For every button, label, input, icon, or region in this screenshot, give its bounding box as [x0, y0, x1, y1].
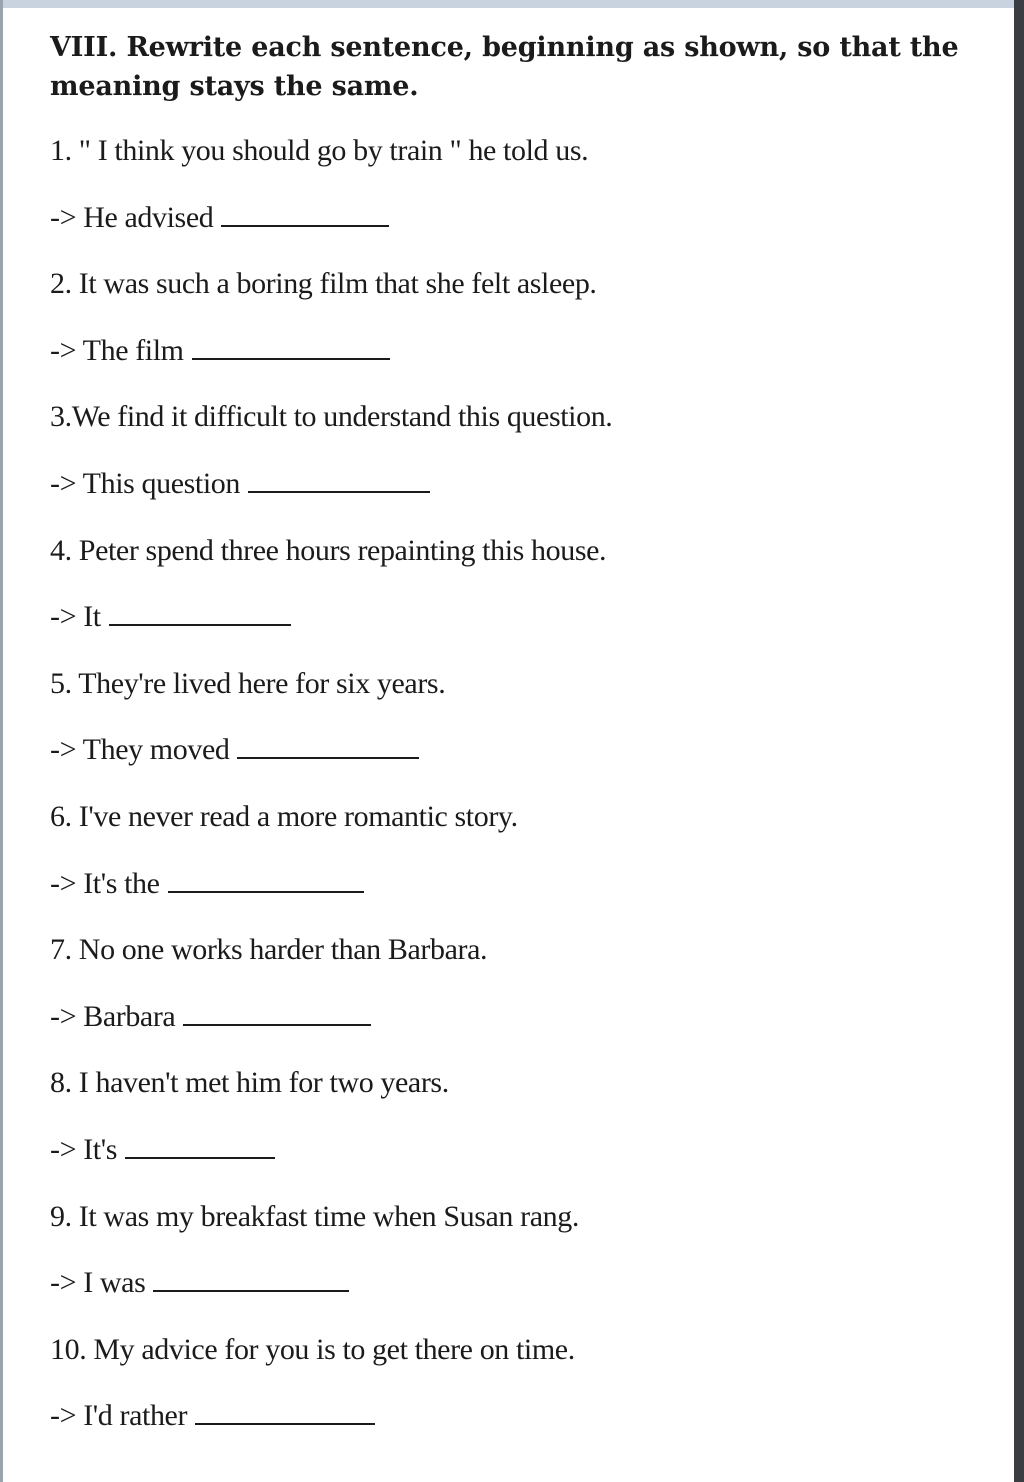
answer-blank-2[interactable] [192, 332, 390, 360]
answer-prompt-5: -> They moved [50, 733, 230, 767]
answer-line-7 [50, 984, 990, 1051]
answer-blank-3[interactable] [248, 465, 430, 493]
question-10: 10. My advice for you is to get there on time. [50, 1332, 575, 1366]
answer-line-10 [50, 1383, 990, 1450]
answer-prompt-6: -> It's the [50, 866, 160, 900]
answer-line-3 [50, 451, 990, 518]
answer-blank-5[interactable] [237, 731, 419, 759]
answer-blank-7[interactable] [183, 998, 371, 1026]
answer-prompt-10: -> I'd rather [50, 1399, 188, 1433]
question-6: 6. I've never read a more romantic story. [50, 799, 518, 833]
answer-blank-6[interactable] [168, 865, 364, 893]
answer-blank-9[interactable] [153, 1264, 349, 1292]
answer-line-2 [50, 318, 990, 385]
question-4: 4. Peter spend three hours repainting this house. [50, 533, 607, 567]
top-border [0, 0, 1024, 8]
answer-blank-4[interactable] [109, 598, 291, 626]
worksheet [50, 28, 990, 1450]
answer-prompt-1: -> He advised [50, 200, 214, 234]
question-3: 3.We find it difficult to understand this question. [50, 400, 613, 434]
answer-blank-8[interactable] [125, 1131, 275, 1159]
answer-prompt-9: -> I was [50, 1266, 146, 1300]
answer-line-6 [50, 851, 990, 918]
answer-line-4 [50, 584, 990, 651]
right-border [1014, 0, 1024, 1482]
answer-prompt-2: -> The film [50, 333, 184, 367]
question-1: 1. " I think you should go by train " he told us. [50, 134, 589, 167]
answer-blank-1[interactable] [221, 199, 389, 227]
answer-prompt-3: -> This question [50, 466, 240, 500]
answer-prompt-7: -> Barbara [50, 999, 176, 1033]
answer-line-8 [50, 1117, 990, 1184]
answer-blank-10[interactable] [195, 1397, 375, 1425]
exercise-heading: VIII. Rewrite each sentence, beginning as shown, so that the meaning stays the same. [50, 32, 959, 102]
answer-line-9 [50, 1250, 990, 1317]
answer-prompt-8: -> It's [50, 1132, 118, 1166]
answer-line-5 [50, 717, 990, 784]
question-7: 7. No one works harder than Barbara. [50, 933, 488, 967]
left-border [0, 0, 3, 1482]
question-2: 2. It was such a boring film that she felt asleep. [50, 267, 597, 301]
question-8: 8. I haven't met him for two years. [50, 1066, 449, 1100]
question-5: 5. They're lived here for six years. [50, 666, 446, 700]
answer-line-1 [50, 185, 990, 252]
question-9: 9. It was my breakfast time when Susan rang. [50, 1199, 579, 1233]
answer-prompt-4: -> It [50, 600, 101, 634]
